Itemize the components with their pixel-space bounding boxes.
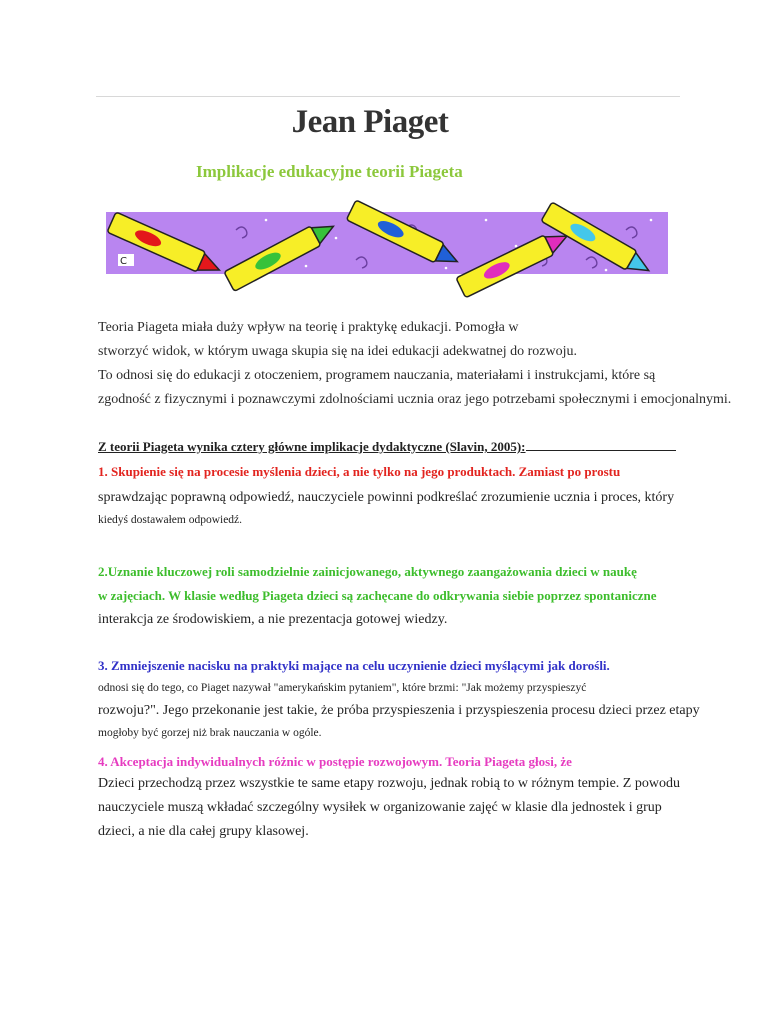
point-2-heading: 2.Uznanie kluczowej roli samodzielnie zainicjowanego, aktywnego zaangażowania dzieci w naukę — [98, 564, 637, 579]
point-2-line: interakcja ze środowiskiem, a nie prezentacja gotowej wiedzy. — [98, 612, 448, 627]
point-4 — [98, 752, 738, 844]
crayon-banner-image — [106, 190, 670, 298]
top-divider — [96, 96, 680, 97]
point-1-heading: 1. Skupienie się na procesie myślenia dzieci, a nie tylko na jego produktach. Zamiast po prostu — [98, 464, 621, 479]
implications-heading — [98, 439, 738, 455]
point-4-line: Dzieci przechodzą przez wszystkie te same etapy rozwoju, jednak robią to w różnym tempie. Z powodu — [98, 776, 680, 791]
point-2-heading: w zajęciach. W klasie według Piageta dzieci są zachęcane do odkrywania siebie poprzez spontaniczne — [98, 588, 657, 603]
page-title: Jean Piaget — [291, 104, 449, 140]
point-3-line: mogłoby być gorzej niż brak nauczania w ogóle. — [98, 727, 322, 739]
point-3 — [98, 656, 738, 744]
point-2 — [98, 560, 738, 632]
point-1-line: kiedyś dostawałem odpowiedź. — [98, 514, 243, 526]
point-4-line: nauczyciele muszą wkładać szczególny wysiłek w organizowanie zajęć w klasie dla jednostek i grup — [98, 800, 662, 815]
point-4-heading: 4. Akceptacja indywidualnych różnic w postępie rozwojowym. Teoria Piageta głosi, że — [98, 754, 572, 769]
point-3-heading: 3. Zmniejszenie nacisku na praktyki mające na celu uczynienie dzieci myślącymi jak dorośli. — [98, 658, 610, 673]
point-3-line: odnosi się do tego, co Piaget nazywał "amerykańskim pytaniem", które brzmi: "Jak możemy przyspieszyć — [98, 682, 587, 694]
point-1 — [98, 463, 738, 529]
intro-line: zgodność z fizycznymi i poznawczymi zdolnościami ucznia oraz jego potrzebami społecznymi i emocjonalnymi. — [98, 392, 732, 407]
point-4-line: dzieci, a nie dla całej grupy klasowej. — [98, 824, 309, 839]
point-1-line: sprawdzając poprawną odpowiedź, nauczyciele powinni podkreślać zrozumienie ucznia i proces, który — [98, 490, 675, 505]
intro-line: To odnosi się do edukacji z otoczeniem, programem nauczania, materiałami i instrukcjami, które są — [98, 368, 656, 383]
intro-line: stworzyć widok, w którym uwaga skupia się na idei edukacji adekwatnej do rozwoju. — [98, 344, 577, 359]
implications-heading-text: Z teorii Piageta wynika cztery główne implikacje dydaktyczne (Slavin, 2005): — [98, 439, 526, 454]
page-subtitle: Implikacje edukacyjne teorii Piageta — [196, 162, 463, 181]
intro-paragraph — [98, 316, 738, 412]
point-3-line: rozwoju?". Jego przekonanie jest takie, że próba przyspieszenia i przyspieszenia procesu dzieci przez etapy — [98, 703, 700, 718]
heading-underline-rule — [526, 440, 676, 451]
intro-line: Teoria Piageta miała duży wpływ na teorię i praktykę edukacji. Pomogła w — [98, 320, 519, 335]
banner-badge-text: C — [120, 256, 127, 267]
